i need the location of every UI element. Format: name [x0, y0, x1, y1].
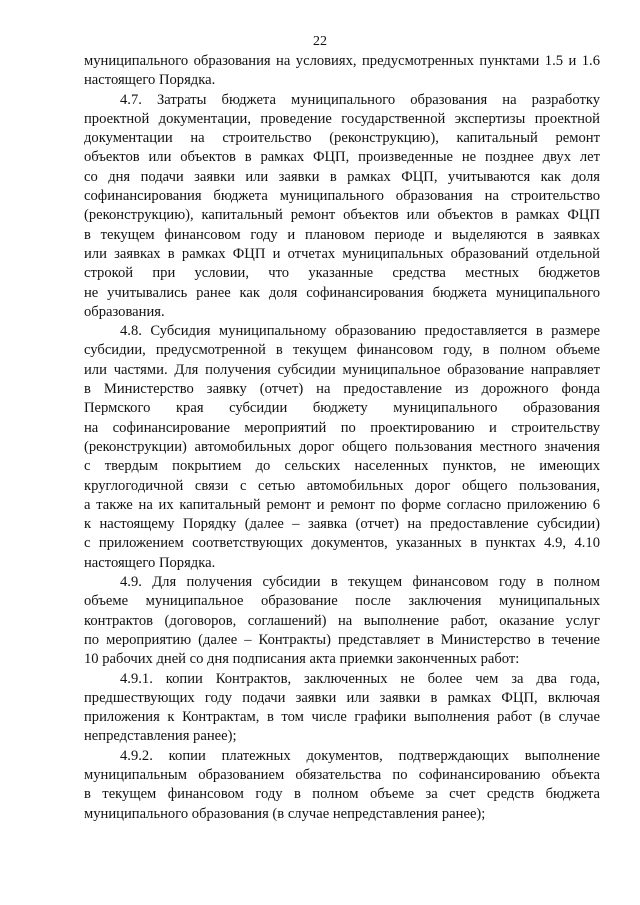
document-body: [84, 52, 600, 824]
text-line: в Министерство заявку (отчет) на предоставление из дорожного фонда: [84, 381, 600, 398]
text-line: муниципального образования на условиях, предусмотренных пунктами 1.5 и 1.6: [84, 53, 600, 69]
text-line: предшествующих году подачи заявки или заявки в рамках ФЦП, включая: [84, 689, 600, 706]
text-line: к настоящему Порядку (далее – заявка (отчет) на предоставление субсидии): [84, 516, 600, 533]
paragraph-p4-9-2: [84, 747, 600, 824]
text-line: документации на строительство (реконструкцию), капитальный ремонт: [84, 130, 600, 147]
text-line: или частями. Для получения субсидии муниципальное образование направляет: [84, 361, 600, 378]
text-line: (реконструкции) автомобильных дорог общего пользования местного значения: [84, 438, 600, 455]
text-line: настоящего Порядка.: [84, 554, 216, 571]
text-line: проектной документации, проведение государственной экспертизы проектной: [84, 110, 600, 127]
paragraph-cont: [84, 52, 600, 91]
text-line: 4.7. Затраты бюджета муниципального образования на разработку: [120, 91, 600, 108]
text-line: 10 рабочих дней со дня подписания акта приемки законченных работ:: [84, 651, 520, 668]
text-line: образования.: [84, 303, 165, 320]
text-line: контрактов (договоров, соглашений) на выполнение работ, оказание услуг: [84, 612, 600, 629]
text-line: в текущем финансовом году в полном объеме за счет средств бюджета: [84, 786, 600, 803]
text-line: муниципальным образованием обязательства по софинансированию объекта: [84, 766, 600, 783]
text-line: 4.9. Для получения субсидии в текущем финансовом году в полном: [120, 574, 600, 591]
paragraph-p4-9: [84, 573, 600, 669]
text-line: со дня подачи заявки или заявки в рамках ФЦП, учитываются как доля: [84, 168, 600, 185]
text-line: приложения к Контрактам, в том числе графики выполнения работ (в случае: [84, 709, 600, 726]
text-line: муниципального образования (в случае непредставления ранее);: [84, 805, 486, 822]
text-line: объектов или объектов в рамках ФЦП, произведенные не позднее двух лет: [84, 149, 600, 166]
text-line: строкой при условии, что указанные средства местных бюджетов: [84, 265, 600, 282]
paragraph-p4-7: [84, 91, 600, 323]
text-line: в текущем финансовом году и плановом периоде и выделяются в заявках: [84, 226, 600, 243]
text-line: настоящего Порядка.: [84, 72, 216, 89]
text-line: субсидии, предусмотренной в текущем финансовом году, в полном объеме: [84, 342, 600, 359]
text-line: (реконструкцию), капитальный ремонт объектов или объектов в рамках ФЦП: [84, 207, 600, 224]
text-line: 4.8. Субсидия муниципальному образованию предоставляется в размере: [120, 323, 600, 340]
text-line: с приложением соответствующих документов, указанных в пунктах 4.9, 4.10: [84, 535, 600, 552]
paragraph-p4-9-1: [84, 670, 600, 747]
text-line: непредставления ранее);: [84, 728, 237, 745]
text-line: круглогодичной связи с сетью автомобильных дорог общего пользования,: [84, 477, 600, 494]
text-line: объеме муниципальное образование после заключения муниципальных: [84, 593, 600, 610]
text-line: софинансирования бюджета муниципального образования на строительство: [84, 188, 600, 205]
text-line: не учитывались ранее как доля софинансирования бюджета муниципального: [84, 284, 600, 301]
text-line: 4.9.2. копии платежных документов, подтверждающих выполнение: [120, 747, 600, 764]
page-number: 22: [313, 34, 327, 49]
text-line: по мероприятию (далее – Контракты) представляет в Министерство в течение: [84, 631, 600, 648]
text-line: а также на их капитальный ремонт и ремонт по форме согласно приложению 6: [84, 496, 600, 513]
text-line: 4.9.1. копии Контрактов, заключенных не более чем за два года,: [120, 670, 600, 687]
text-line: с твердым покрытием до сельских населенных пунктов, не имеющих: [84, 458, 600, 475]
text-line: или заявках в рамках ФЦП и отчетах муниципальных образований отдельной: [84, 245, 600, 262]
text-line: Пермского края субсидии бюджету муниципального образования: [84, 400, 600, 417]
paragraph-p4-8: [84, 322, 600, 573]
text-line: на софинансирование мероприятий по проектированию и строительству: [84, 419, 600, 436]
